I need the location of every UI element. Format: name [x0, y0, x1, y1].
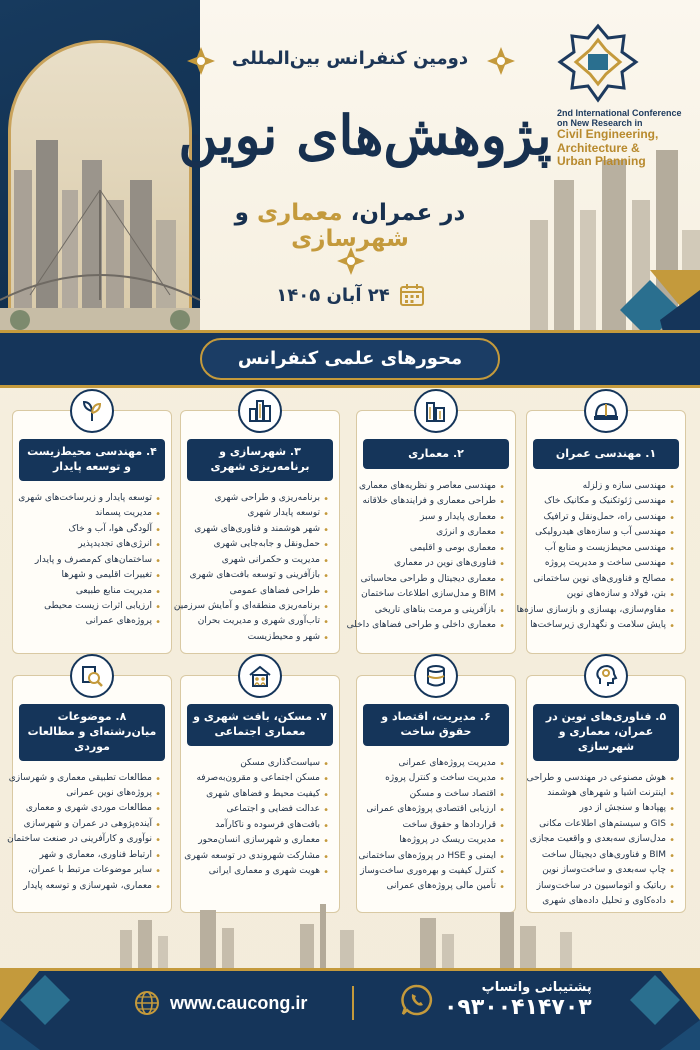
- geometric-tiles: [614, 960, 700, 1050]
- topic-card-technology: [526, 675, 686, 913]
- whatsapp-icon: [400, 983, 434, 1017]
- list-item: • برنامه‌ریزی منطقه‌ای و آمایش سرزمین: [187, 599, 329, 614]
- list-item: • کیفیت محیط و فضاهای شهری: [187, 787, 329, 802]
- list-item: • مصالح و فناوری‌های نوین ساختمانی: [533, 572, 675, 587]
- list-item: • بافت‌های فرسوده و ناکارآمد: [187, 818, 329, 833]
- list-item: • BIM و فناوری‌های دیجیتال ساخت: [533, 848, 675, 863]
- topic-list: [181, 756, 339, 888]
- list-item: • بازآفرینی و توسعه بافت‌های شهری: [187, 568, 329, 583]
- card-title: ۵. فناوری‌های نوین در عمران، معماری و شهرسازی: [533, 704, 679, 761]
- card-title: ۶. مدیریت، اقتصاد و حقوق ساخت: [363, 704, 509, 746]
- conference-date: [270, 280, 430, 310]
- list-item: • مهندسی ساخت و مدیریت پروژه: [533, 556, 675, 571]
- list-item: • آینده‌پژوهی در عمران و شهرسازی: [19, 817, 161, 832]
- list-item: • معماری دیجیتال و طراحی محاسباتی: [363, 572, 505, 587]
- topic-list: [516, 479, 685, 642]
- list-item: • ارزیابی اقتصادی پروژه‌های عمرانی: [363, 802, 505, 817]
- list-item: • شهر و محیط‌زیست: [187, 630, 329, 645]
- list-item: • مهندسی سازه و زلزله: [533, 479, 675, 494]
- list-item: • معماری و شهرسازی انسان‌محور: [187, 833, 329, 848]
- list-item: • پروژه‌های نوین عمرانی: [19, 786, 161, 801]
- list-item: • معماری بومی و اقلیمی: [363, 541, 505, 556]
- list-item: • ارتباط فناوری، معماری و شهر: [19, 848, 161, 863]
- database-icon: [414, 654, 458, 698]
- topic-list: [527, 771, 685, 918]
- list-item: • پروژه‌های عمرانی: [19, 614, 161, 629]
- ornament-icon: [186, 46, 216, 76]
- list-item: • طراحی فضاهای عمومی: [187, 584, 329, 599]
- topic-card-interdisciplinary: [7, 675, 172, 913]
- topic-card-management: [356, 675, 516, 913]
- logo-line-2: on New Research in: [557, 118, 643, 129]
- topic-card-environment: [12, 410, 172, 654]
- footer-divider: [352, 986, 354, 1020]
- list-item: • انرژی‌های تجدیدپذیر: [19, 537, 161, 552]
- list-item: • پایش سلامت و نگهداری زیرساخت‌ها: [533, 618, 675, 633]
- helmet-icon: [584, 389, 628, 433]
- list-item: • توسعه پایدار و زیرساخت‌های شهری: [19, 491, 161, 506]
- list-item: • اقتصاد ساخت و مسکن: [363, 787, 505, 802]
- conference-logo: [558, 24, 638, 102]
- list-item: • رباتیک و اتوماسیون در ساخت‌وساز: [533, 879, 675, 894]
- list-item: • مهندسی معاصر و نظریه‌های معماری: [363, 479, 505, 494]
- logo-line-5: Urban Planning: [557, 154, 646, 169]
- logo-line-4: Architecture &: [557, 140, 640, 155]
- whatsapp-contact[interactable]: [400, 980, 592, 1020]
- topic-list: [173, 491, 339, 654]
- ai-head-icon: [584, 654, 628, 698]
- list-item: • مدیریت پروژه‌های عمرانی: [363, 756, 505, 771]
- list-item: • بازآفرینی و مرمت بناهای تاریخی: [363, 603, 505, 618]
- magnifier-icon: [70, 654, 114, 698]
- list-item: • برنامه‌ریزی و طراحی شهری: [187, 491, 329, 506]
- card-title: ۸. موضوعات میان‌رشته‌ای و مطالعات موردی: [19, 704, 165, 761]
- list-item: • مدیریت ساخت و کنترل پروژه: [363, 771, 505, 786]
- list-item: • مقاوم‌سازی، بهسازی و بازسازی سازه‌ها: [533, 603, 675, 618]
- list-item: • داده‌کاوی و تحلیل داده‌های شهری: [533, 894, 675, 909]
- list-item: • مهندسی راه، حمل‌ونقل و ترافیک: [533, 510, 675, 525]
- list-item: • پهپادها و سنجش از دور: [533, 801, 675, 816]
- list-item: • معماری، شهرسازی و توسعه پایدار: [19, 879, 161, 894]
- list-item: • مهندسی آب و سازه‌های هیدرولیکی: [533, 525, 675, 540]
- card-title: ۳. شهرسازی و برنامه‌ریزی شهری: [187, 439, 333, 481]
- topic-list: [7, 771, 171, 903]
- conference-title: پژوهش‌های نوین: [178, 103, 552, 167]
- list-item: • مدل‌سازی سه‌بعدی و واقعیت مجازی: [533, 832, 675, 847]
- topic-list: [357, 756, 515, 903]
- topic-list: [346, 479, 515, 642]
- card-title: ۱. مهندسی عمران: [533, 439, 679, 469]
- house-people-icon: [238, 654, 282, 698]
- list-item: • قراردادها و حقوق ساخت: [363, 818, 505, 833]
- topic-card-housing: [180, 675, 340, 913]
- date-text: ۲۴ آبان ۱۴۰۵: [276, 284, 390, 306]
- list-item: • ساختمان‌های کم‌مصرف و پایدار: [19, 553, 161, 568]
- building-icon: [414, 389, 458, 433]
- list-item: • حمل‌ونقل و جابه‌جایی شهری: [187, 537, 329, 552]
- logo-line-1: 2nd International Conference: [557, 108, 682, 118]
- topic-card-urban-planning: [173, 410, 340, 654]
- list-item: • مهندسی محیط‌زیست و منابع آب: [533, 541, 675, 556]
- subtitle-prefix: در عمران،: [350, 200, 466, 226]
- list-item: • معماری داخلی و طراحی فضاهای داخلی: [363, 618, 505, 633]
- card-title: ۴. مهندسی محیط‌زیست و توسعه پایدار: [19, 439, 165, 481]
- phone-number[interactable]: ۰۹۳۰۰۴۱۴۷۰۳: [444, 995, 592, 1020]
- list-item: • چاپ سه‌بعدی و ساخت‌وساز نوین: [533, 863, 675, 878]
- list-item: • معماری پایدار و سبز: [363, 510, 505, 525]
- list-item: • فناوری‌های نوین در معماری: [363, 556, 505, 571]
- city-icon: [238, 389, 282, 433]
- topic-card-architecture: [346, 410, 516, 654]
- leaf-icon: [70, 389, 114, 433]
- list-item: • GIS و سیستم‌های اطلاعات مکانی: [533, 817, 675, 832]
- list-item: • مطالعات موردی شهری و معماری: [19, 801, 161, 816]
- list-item: • ایمنی و HSE در پروژه‌های ساختمانی: [363, 849, 505, 864]
- topic-card-civil: [516, 410, 686, 654]
- list-item: • BIM و مدل‌سازی اطلاعات ساختمان: [363, 587, 505, 602]
- list-item: • مشارکت شهروندی در توسعه شهری: [187, 849, 329, 864]
- card-title: ۷. مسکن، بافت شهری و معماری اجتماعی: [187, 704, 333, 746]
- subtitle-and: و: [234, 200, 249, 226]
- list-item: • عدالت فضایی و اجتماعی: [187, 802, 329, 817]
- list-item: • آلودگی هوا، آب و خاک: [19, 522, 161, 537]
- list-item: • مدیریت پسماند: [19, 506, 161, 521]
- list-item: • هوش مصنوعی در مهندسی و طراحی: [533, 771, 675, 786]
- list-item: • سیاست‌گذاری مسکن: [187, 756, 329, 771]
- list-item: • اینترنت اشیا و شهرهای هوشمند: [533, 786, 675, 801]
- list-item: • مدیریت و حکمرانی شهری: [187, 553, 329, 568]
- list-item: • تغییرات اقلیمی و شهرها: [19, 568, 161, 583]
- subtitle-urban: شهرسازی: [291, 226, 409, 252]
- conference-subtitle: [180, 200, 520, 252]
- logo-caption: [557, 108, 687, 168]
- conference-edition: دومین کنفرانس بین‌المللی: [231, 48, 469, 69]
- footer-bar: [0, 968, 700, 1050]
- logo-line-3: Civil Engineering,: [557, 127, 659, 142]
- list-item: • مهندسی ژئوتکنیک و مکانیک خاک: [533, 494, 675, 509]
- list-item: • مدیریت ریسک در پروژه‌ها: [363, 833, 505, 848]
- list-item: • تاب‌آوری شهری و مدیریت بحران: [187, 614, 329, 629]
- website-url[interactable]: www.caucong.ir: [170, 992, 308, 1013]
- list-item: • طراحی معماری و فرایندهای خلاقانه: [363, 494, 505, 509]
- calendar-icon: [400, 284, 424, 306]
- footer-skyline: [0, 900, 700, 970]
- card-title: ۲. معماری: [363, 439, 509, 469]
- geometric-tiles: [0, 960, 86, 1050]
- section-title: محورهای علمی کنفرانس: [200, 338, 500, 380]
- list-item: • مطالعات تطبیقی معماری و شهرسازی: [19, 771, 161, 786]
- list-item: • بتن، فولاد و سازه‌های نوین: [533, 587, 675, 602]
- list-item: • کنترل کیفیت و بهره‌وری ساخت‌وساز: [363, 864, 505, 879]
- list-item: • تأمین مالی پروژه‌های عمرانی: [363, 879, 505, 894]
- subtitle-architecture: معماری: [256, 200, 343, 226]
- list-item: • ارزیابی اثرات زیست محیطی: [19, 599, 161, 614]
- globe-icon: [134, 990, 160, 1016]
- list-item: • سایر موضوعات مرتبط با عمران،: [19, 863, 161, 878]
- ornament-icon: [486, 46, 516, 76]
- list-item: • نوآوری و کارآفرینی در صنعت ساختمان: [19, 832, 161, 847]
- list-item: • معماری و انرژی: [363, 525, 505, 540]
- list-item: • هویت شهری و معماری ایرانی: [187, 864, 329, 879]
- list-item: • مسکن اجتماعی و مقرون‌به‌صرفه: [187, 771, 329, 786]
- list-item: • مدیریت منابع طبیعی: [19, 584, 161, 599]
- topic-list: [13, 491, 171, 638]
- website-link[interactable]: [134, 990, 307, 1016]
- list-item: • توسعه پایدار شهری: [187, 506, 329, 521]
- list-item: • شهر هوشمند و فناوری‌های شهری: [187, 522, 329, 537]
- whatsapp-label: پشتیبانی واتساپ: [481, 980, 592, 995]
